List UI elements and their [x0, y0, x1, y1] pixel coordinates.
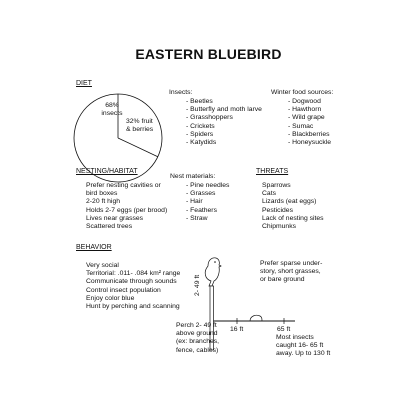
list-item: Cats — [262, 190, 276, 198]
perch-note-line: (ex: branches, — [176, 338, 220, 346]
bluebird-icon — [205, 258, 221, 286]
diet-heading: DIET — [76, 80, 92, 87]
list-item: - Blackberries — [288, 130, 330, 138]
insects-note-line: away. Up to 130 ft — [276, 350, 331, 358]
perch-note — [176, 322, 219, 355]
pie-insects-text: insects — [101, 110, 123, 118]
nest-materials-heading: Nest materials: — [170, 173, 216, 180]
threats-heading: THREATS — [256, 168, 289, 175]
nesting-list — [86, 182, 167, 231]
insects-note-line: Most insects — [276, 334, 314, 341]
pie-fruit-label — [126, 118, 153, 134]
list-item: - Grasshoppers — [186, 114, 233, 122]
list-item: - Grasses — [186, 190, 216, 198]
pie-insects-label — [97, 102, 127, 118]
threats-list — [262, 182, 324, 231]
list-item: Lack of nesting sites — [262, 214, 324, 222]
perch-note-line: fence, cables) — [176, 346, 219, 354]
list-item: Chipmunks — [262, 223, 296, 231]
distance-16-label: 16 ft — [230, 326, 244, 333]
pie-fruit-text: & berries — [126, 126, 154, 134]
list-item: Territorial: .011- .084 km² range — [86, 270, 181, 278]
list-item: 2-20 ft high — [86, 198, 121, 206]
pie-divider-fruit — [118, 138, 158, 157]
perch-height-label: 2- 49 ft — [194, 274, 201, 296]
list-item: - Butterfly and moth larve — [186, 106, 262, 114]
list-item: - Hawthorn — [288, 106, 322, 114]
list-item: - Hair — [186, 198, 203, 206]
list-item: - Feathers — [186, 206, 217, 214]
list-item: Holds 2-7 eggs (per brood) — [86, 206, 168, 214]
list-item: - Spiders — [186, 130, 214, 138]
list-item: Pesticides — [262, 206, 293, 214]
list-item: bird boxes — [86, 190, 118, 198]
perch-note-line: above ground — [176, 330, 218, 338]
distance-65-label: 65 ft — [277, 326, 291, 333]
winter-food-heading: Winter food sources: — [271, 89, 334, 96]
behavior-heading: BEHAVIOR — [76, 244, 112, 251]
pie-insects-pct: 68% — [105, 102, 119, 109]
ground-note — [260, 260, 322, 285]
list-item: - Pine needles — [186, 182, 230, 189]
page-title: EASTERN BLUEBIRD — [135, 46, 282, 62]
list-item: - Sumac — [288, 122, 314, 130]
behavior-list — [86, 262, 180, 311]
winter-food-list — [288, 98, 331, 147]
list-item: - Katydids — [186, 139, 217, 147]
ground-note-line: story, short grasses, — [260, 268, 321, 276]
list-item: Prefer nesting cavities or — [86, 182, 161, 189]
insects-heading: Insects: — [169, 89, 193, 96]
insect-icon — [250, 315, 262, 321]
list-item: Communicate through sounds — [86, 278, 177, 286]
ground-note-line: or bare ground — [260, 276, 305, 284]
nesting-heading: NESTING/HABITAT — [76, 168, 138, 175]
list-item: - Wild grape — [288, 114, 325, 122]
list-item: - Crickets — [186, 122, 215, 130]
pie-fruit-pct: 32% fruit — [126, 118, 153, 125]
list-item: - Honeysuckle — [288, 139, 332, 147]
list-item: Lives near grasses — [86, 214, 144, 222]
insects-note-line: caught 16- 65 ft — [276, 342, 324, 350]
perch-note-line: Perch 2- 49 ft — [176, 322, 217, 329]
insects-caught-note — [276, 334, 330, 359]
list-item: - Beetles — [186, 98, 213, 105]
ground-note-line: Prefer sparse under- — [260, 260, 323, 267]
list-item: Scattered trees — [86, 223, 133, 231]
list-item: Sparrows — [262, 182, 291, 189]
list-item: - Dogwood — [288, 98, 321, 105]
nest-materials-list — [186, 182, 229, 223]
insects-list — [186, 98, 262, 147]
list-item: - Straw — [186, 214, 208, 222]
list-item: Control insect population — [86, 286, 161, 294]
list-item: Enjoy color blue — [86, 294, 135, 302]
list-item: Lizards (eat eggs) — [262, 198, 317, 206]
list-item: Very social — [86, 262, 119, 269]
list-item: Hunt by perching and scanning — [86, 303, 180, 311]
